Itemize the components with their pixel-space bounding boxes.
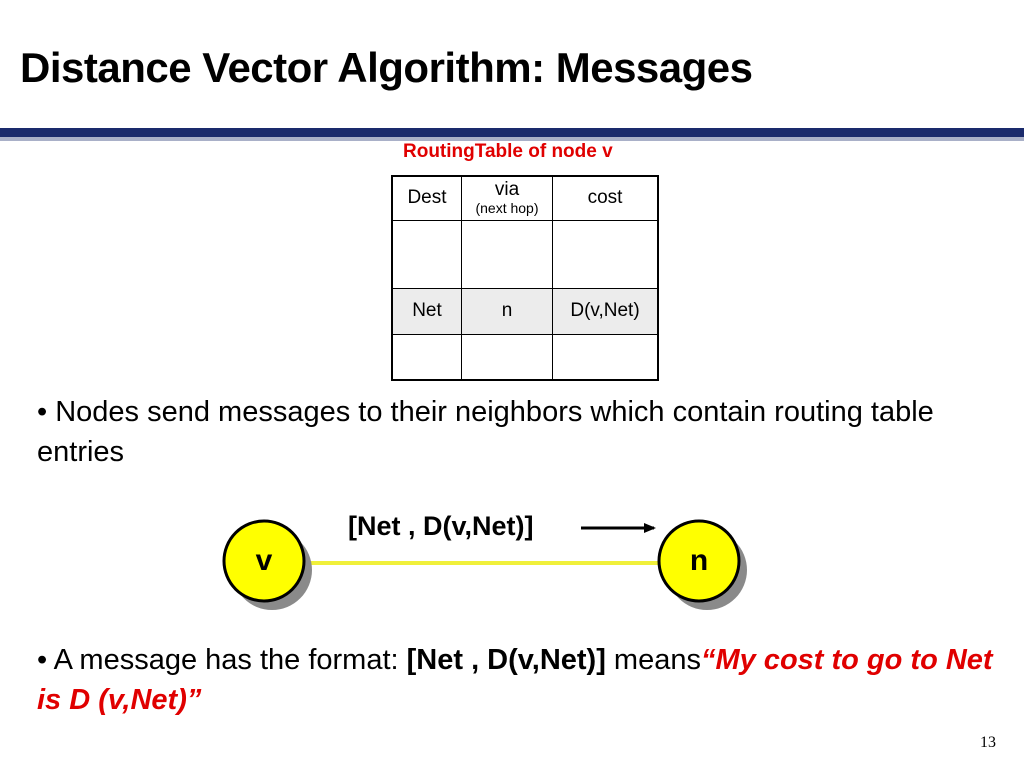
bullet-nodes-send-messages: • Nodes send messages to their neighbors which contain routing table entries (37, 396, 934, 468)
header-via-label: via (494, 179, 520, 201)
header-via-sublabel: (next hop) (475, 200, 539, 217)
message-label: [Net , D(v,Net)] (348, 511, 534, 541)
cell-cost: D(v,Net) (553, 288, 659, 334)
slide-title: Distance Vector Algorithm: Messages (20, 44, 753, 91)
bullet-message-format-prefix: • A message has the format: (37, 644, 407, 676)
cell-via: n (462, 288, 553, 334)
routing-table-caption: RoutingTable of node v (403, 141, 613, 162)
bullet-message-format-bold: [Net , D(v,Net)] (406, 644, 606, 676)
header-dest: Dest (392, 176, 462, 220)
node-n-label: n (689, 544, 709, 577)
bullet-message-format-mid: means (605, 644, 701, 676)
node-v-label: v (255, 544, 273, 577)
bullet-message-format-quote: “My cost to go to Net is D (v,Net)” (37, 644, 993, 716)
cell-dest: Net (392, 288, 462, 334)
page-number: 13 (980, 734, 996, 751)
header-cost: cost (553, 176, 659, 220)
bullet-message-format (37, 640, 1017, 720)
